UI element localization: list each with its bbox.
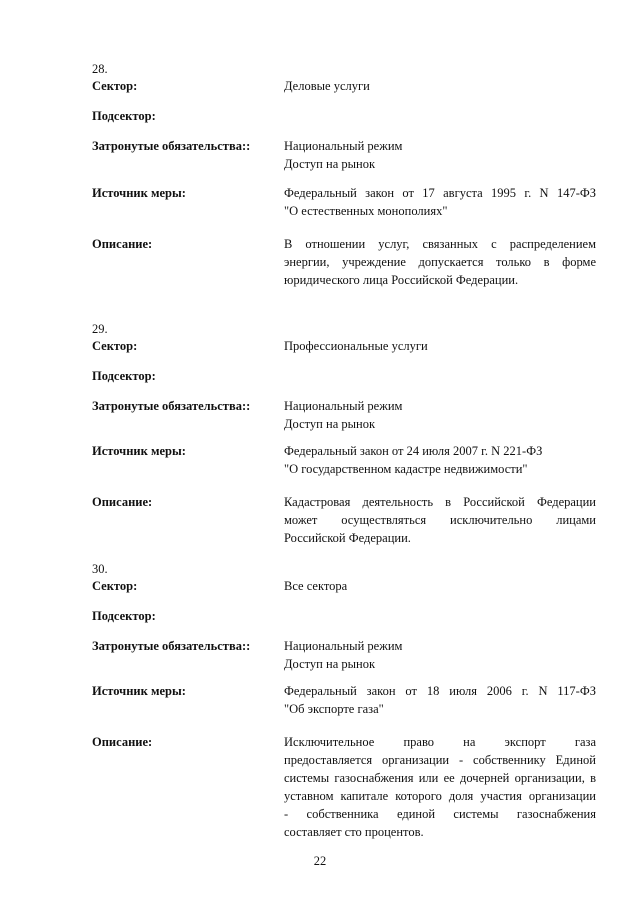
obligations-label: Затронутые обязательства::: [92, 139, 251, 153]
source-value: [284, 682, 596, 718]
sector-value: [284, 337, 596, 355]
source-label: Источник меры:: [92, 186, 186, 200]
description-line: составляет сто процентов.: [284, 825, 424, 839]
description-value: [284, 235, 596, 289]
entry-number: 30.: [92, 562, 108, 576]
source-value: [284, 184, 596, 220]
source-label: Источник меры:: [92, 684, 186, 698]
sector-label: Сектор:: [92, 579, 138, 593]
source-line: "О естественных монополиях": [284, 204, 448, 218]
description-line: энергии, учреждение допускается только в форме: [284, 255, 596, 269]
description-value: [284, 733, 596, 841]
subsector-label: Подсектор:: [92, 109, 156, 123]
sector-value: [284, 77, 596, 95]
description-line: предоставляется организации - собственнику Единой: [284, 753, 596, 767]
entry-number: 28.: [92, 62, 108, 76]
description-line: может осуществляться исключительно лицами: [284, 513, 596, 527]
sector-text: Профессиональные услуги: [284, 339, 428, 353]
source-line: Федеральный закон от 17 августа 1995 г. N 147-ФЗ: [284, 186, 596, 200]
obligation-line: Национальный режим: [284, 399, 403, 413]
description-label: Описание:: [92, 237, 153, 251]
entry-number: 29.: [92, 322, 108, 336]
description-line: - собственника единой системы газоснабжения: [284, 807, 596, 821]
description-label: Описание:: [92, 495, 153, 509]
obligations-value: [284, 397, 596, 433]
source-line: Федеральный закон от 24 июля 2007 г. N 221-ФЗ: [284, 444, 543, 458]
source-line: "О государственном кадастре недвижимости": [284, 462, 528, 476]
source-line: "Об экспорте газа": [284, 702, 384, 716]
description-line: Российской Федерации.: [284, 531, 411, 545]
obligation-line: Доступ на рынок: [284, 417, 376, 431]
page-number: 22: [313, 854, 327, 868]
description-value: [284, 493, 596, 547]
description-line: уставном капитале которого доля участия организации: [284, 789, 596, 803]
source-value: [284, 442, 596, 478]
description-line: системы газоснабжения или ее дочерней организации, в: [284, 771, 596, 785]
subsector-label: Подсектор:: [92, 369, 156, 383]
obligations-label: Затронутые обязательства::: [92, 639, 251, 653]
sector-label: Сектор:: [92, 79, 138, 93]
obligation-line: Доступ на рынок: [284, 657, 376, 671]
sector-text: Деловые услуги: [284, 79, 370, 93]
sector-label: Сектор:: [92, 339, 138, 353]
obligations-label: Затронутые обязательства::: [92, 399, 251, 413]
obligation-line: Национальный режим: [284, 639, 403, 653]
description-label: Описание:: [92, 735, 153, 749]
description-line: В отношении услуг, связанных с распределением: [284, 237, 596, 251]
obligations-value: [284, 637, 596, 673]
obligations-value: [284, 137, 596, 173]
source-label: Источник меры:: [92, 444, 186, 458]
obligation-line: Национальный режим: [284, 139, 403, 153]
description-line: юридического лица Российской Федерации.: [284, 273, 519, 287]
description-line: Исключительное право на экспорт газа: [284, 735, 596, 749]
description-line: Кадастровая деятельность в Российской Федерации: [284, 495, 596, 509]
obligation-line: Доступ на рынок: [284, 157, 376, 171]
sector-text: Все сектора: [284, 579, 348, 593]
sector-value: [284, 577, 596, 595]
subsector-label: Подсектор:: [92, 609, 156, 623]
source-line: Федеральный закон от 18 июля 2006 г. N 117-ФЗ: [284, 684, 596, 698]
